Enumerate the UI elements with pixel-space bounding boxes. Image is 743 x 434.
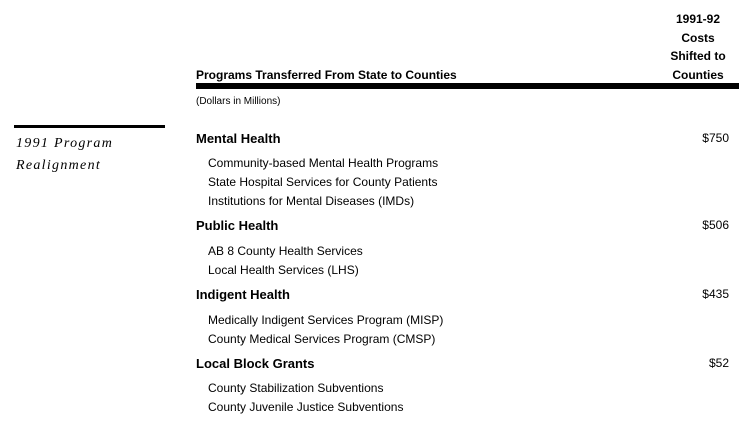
list-item: State Hospital Services for County Patients xyxy=(208,175,438,189)
units-note: (Dollars in Millions) xyxy=(196,96,281,107)
costs-header-line1: 1991-92 xyxy=(675,12,721,26)
costs-header-line4: Counties xyxy=(672,67,724,82)
section-amount-mental-health: $750 xyxy=(702,131,729,145)
list-item: County Medical Services Program (CMSP) xyxy=(208,332,436,346)
list-item: Local Health Services (LHS) xyxy=(208,263,359,277)
section-amount-public-health: $506 xyxy=(702,218,729,232)
section-items-indigent-health xyxy=(208,311,443,349)
header-divider xyxy=(196,83,739,89)
section-title-mental-health: Mental Health xyxy=(196,131,281,146)
list-item: Community-based Mental Health Programs xyxy=(208,156,439,170)
section-title-indigent-health: Indigent Health xyxy=(196,287,290,302)
section-amount-local-block-grants: $52 xyxy=(708,356,729,370)
list-item: AB 8 County Health Services xyxy=(208,244,363,258)
section-items-mental-health xyxy=(208,154,438,211)
section-items-local-block-grants xyxy=(208,379,403,417)
sidebar-divider xyxy=(14,125,165,128)
programs-column-header: Programs Transferred From State to Counties xyxy=(196,68,457,82)
costs-header-line3: Shifted to xyxy=(670,49,726,64)
section-amount-indigent-health: $435 xyxy=(702,287,729,301)
costs-column-header xyxy=(658,10,738,84)
list-item: Institutions for Mental Diseases (IMDs) xyxy=(208,194,415,208)
sidebar-title-line2: Realignment xyxy=(16,158,102,173)
list-item: Medically Indigent Services Program (MISP) xyxy=(208,313,444,327)
section-title-local-block-grants: Local Block Grants xyxy=(196,356,315,371)
list-item: County Stabilization Subventions xyxy=(208,381,384,395)
sidebar-title xyxy=(16,133,166,177)
sidebar-title-line1: 1991 Program xyxy=(16,136,114,151)
section-items-public-health xyxy=(208,242,363,280)
list-item: County Juvenile Justice Subventions xyxy=(208,400,404,414)
section-title-public-health: Public Health xyxy=(196,218,279,233)
costs-header-line2: Costs xyxy=(681,30,715,45)
